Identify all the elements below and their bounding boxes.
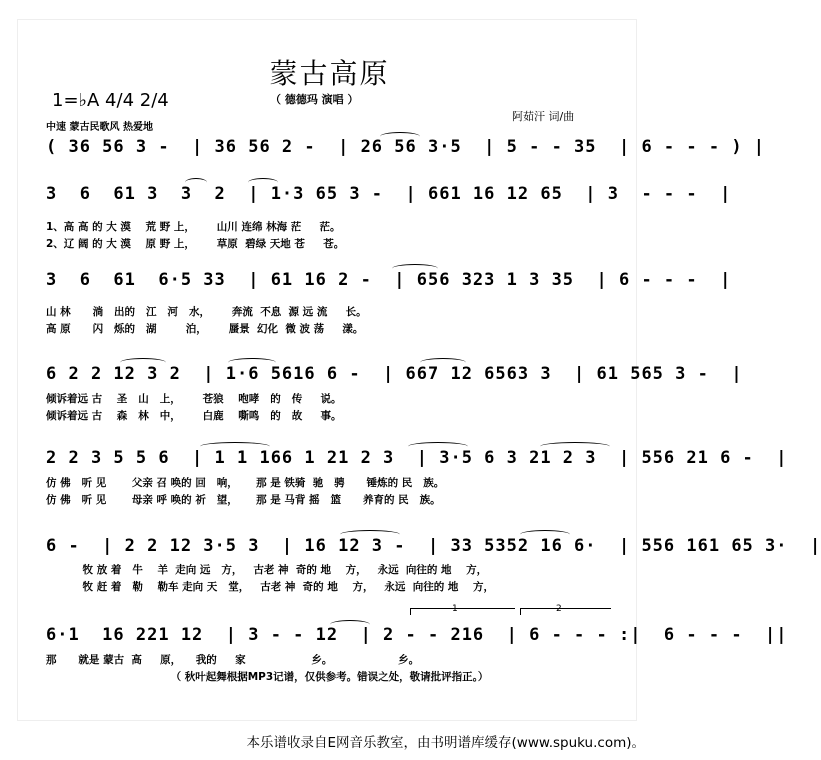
source-footer: 本乐谱收录自E网音乐教室，由书明谱库缓存(www.spuku.com)。 [246, 735, 645, 751]
lyric-row-3-verse-1: 山 林 淌 出的 江 河 水， 奔流 不息 源 远 流 长。 [46, 306, 367, 318]
music-row-2: 3 6 61 3 3 2 | 1·3 65 3 - | 661 16 12 65 | 3 - - - | [46, 184, 732, 204]
lyric-row-7: 那 就是 蒙古 高 原， 我的 家 乡。 乡。 [46, 654, 420, 666]
slur-mark [340, 530, 400, 539]
transcription-note: （ 秋叶起舞根据MP3记谱，仅供参考。错误之处，敬请批评指正。） [170, 671, 489, 683]
lyric-row-2-verse-1: 1、高 高 的 大 漠 荒 野 上， 山川 连绵 林海 茫 茫。 [46, 221, 341, 233]
key-signature: 1=♭A 4/4 2/4 [52, 90, 169, 111]
lyric-row-2-verse-2: 2、辽 阔 的 大 漠 原 野 上， 草原 碧绿 天地 苍 苍。 [46, 238, 345, 250]
slur-mark [200, 442, 270, 451]
volta-bracket-2 [520, 608, 611, 615]
slur-mark [228, 358, 276, 367]
volta-bracket-1 [410, 608, 515, 615]
song-title: 蒙古高原 [269, 57, 390, 90]
slur-mark [185, 178, 207, 187]
volta-number-1: 1 [452, 604, 458, 614]
slur-mark [120, 358, 166, 367]
lyric-row-3-verse-2: 高 原 闪 烁的 湖 泊， 蜃景 幻化 微 波 荡 漾。 [46, 323, 364, 335]
singer-credit: （ 德德玛 演唱 ） [270, 93, 359, 106]
music-row-3: 3 6 61 6·5 33 | 61 16 2 - | 656 323 1 3 35 | 6 - - - | [46, 270, 732, 290]
lyric-row-5-verse-2: 仿 佛 听 见 母亲 呼 唤的 祈 望， 那 是 马背 摇 篮 养育的 民 族。 [46, 494, 441, 506]
lyric-row-4-verse-1: 倾诉着远 古 圣 山 上， 苍狼 咆哮 的 传 说。 [46, 393, 342, 405]
lyric-row-6-verse-2: 牧 赶 着 勒 勒车 走向 天 堂， 古老 神 奇的 地 方， 永远 向往的 地 方， [46, 581, 494, 593]
slur-mark [380, 132, 420, 141]
lyric-row-6-verse-1: 牧 放 着 牛 羊 走向 远 方， 古老 神 奇的 地 方， 永远 向往的 地 方， [46, 564, 488, 576]
composer-credit: 阿茹汗 词/曲 [512, 110, 575, 123]
lyric-row-4-verse-2: 倾诉着远 古 森 林 中， 白鹿 嘶鸣 的 故 事。 [46, 410, 342, 422]
music-row-7: 6·1 16 221 12 | 3 - - 12 | 2 - - 216 | 6 - - - :| 6 - - - || [46, 625, 788, 645]
music-row-5: 2 2 3 5 5 6 | 1 1 166 1 21 2 3 | 3·5 6 3 21 2 3 | 556 21 6 - | [46, 448, 788, 468]
music-row-1: ( 36 56 3 - | 36 56 2 - | 26 56 3·5 | 5 - - 35 | 6 - - - ) | [46, 137, 766, 157]
slur-mark [540, 442, 610, 451]
slur-mark [420, 358, 466, 367]
slur-mark [330, 620, 370, 629]
slur-mark [520, 530, 570, 539]
slur-mark [392, 264, 438, 273]
slur-mark [248, 178, 278, 187]
music-row-6: 6 - | 2 2 12 3·5 3 | 16 12 3 - | 33 5352 16 6· | 556 161 65 3· | [46, 536, 821, 556]
music-row-4: 6 2 2 12 3 2 | 1·6 5616 6 - | 667 12 6563 3 | 61 565 3 - | [46, 364, 743, 384]
volta-number-2: 2 [556, 604, 562, 614]
lyric-row-5-verse-1: 仿 佛 听 见 父亲 召 唤的 回 响， 那 是 铁骑 驰 骋 锤炼的 民 族。 [46, 477, 445, 489]
slur-mark [408, 442, 468, 451]
tempo-marking: 中速 蒙古民歌风 热爱地 [46, 122, 153, 133]
